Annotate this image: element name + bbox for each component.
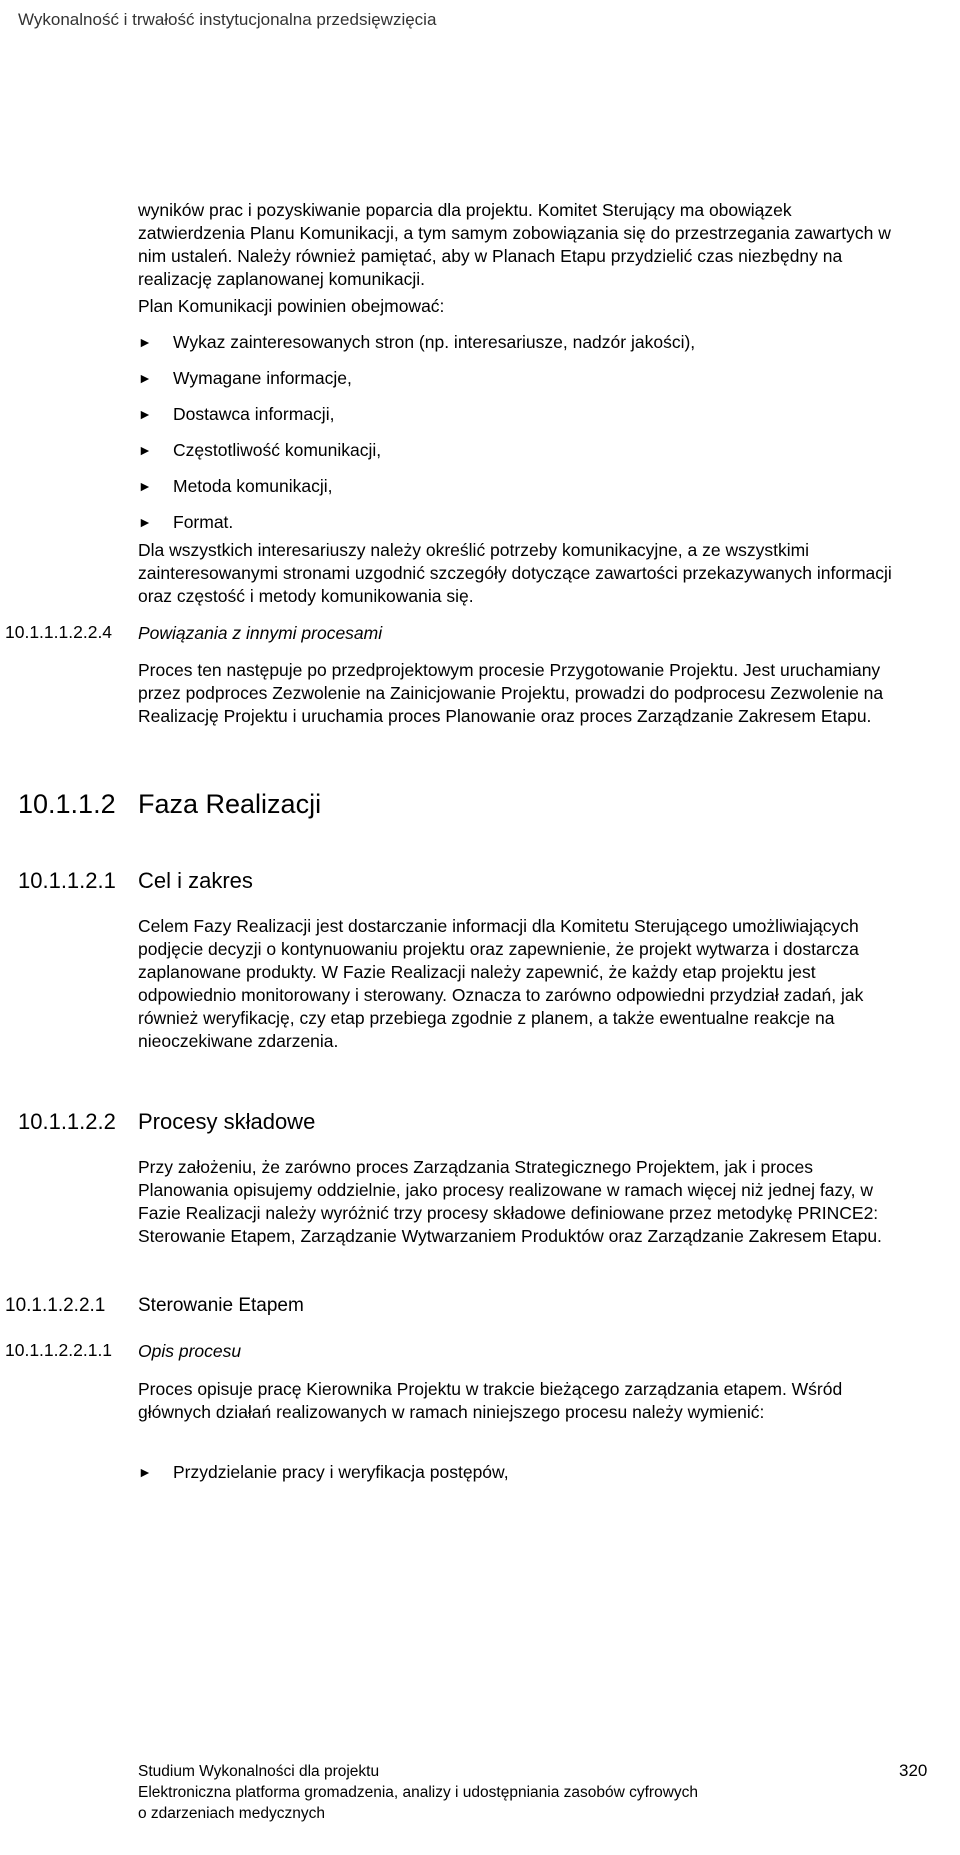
page-footer: [138, 1761, 698, 1824]
section-title: Procesy składowe: [138, 1109, 316, 1134]
paragraph-plan: Plan Komunikacji powinien obejmować:: [138, 296, 445, 316]
section-number: 10.1.1.2.2: [18, 1109, 116, 1134]
section-title: Opis procesu: [138, 1341, 242, 1361]
footer-line: Elektroniczna platforma gromadzenia, analizy i udostępniania zasobów cyfrowych: [138, 1784, 699, 1801]
paragraph-process-description: Proces opisuje pracę Kierownika Projektu w trakcie bieżącego zarządzania etapem. Wśród głównych działań realizowanych w ramach niniejszego procesu należy wymienić:: [138, 1379, 843, 1422]
running-header: Wykonalność i trwałość instytucjonalna przedsięwzięcia: [18, 10, 437, 29]
triangle-bullet-icon: ►: [138, 478, 152, 494]
footer-line: Studium Wykonalności dla projektu: [138, 1763, 380, 1780]
triangle-bullet-icon: ►: [138, 370, 152, 386]
section-title: Sterowanie Etapem: [138, 1295, 304, 1316]
section-heading-processes: [0, 1109, 960, 1137]
list-item: ► Częstotliwość komunikacji,: [138, 439, 898, 475]
triangle-bullet-icon: ►: [138, 1464, 152, 1480]
paragraph-processes: Przy założeniu, że zarówno proces Zarządzania Strategicznego Projektem, jak i proces Planowania opisujemy oddzielnie, jako procesy realizowane w ramach więcej niż jednej fazy, w Fazie Realizacji należy wyróżnić trzy procesy składowe definiowane przez metodykę PRINCE2: Sterowanie Etapem, Zarządzanie Wytwarzaniem Produktów oraz Zarządzanie Zakresem Etapu.: [138, 1157, 882, 1246]
list-item: ► Przydzielanie pracy i weryfikacja postępów,: [138, 1462, 509, 1482]
section-heading-goal: [0, 868, 960, 896]
section-number: 10.1.1.2: [18, 789, 116, 819]
section-heading-stage-control: [0, 1295, 960, 1321]
section-number: 10.1.1.2.2.1: [5, 1295, 106, 1316]
list-item: ► Dostawca informacji,: [138, 403, 898, 439]
section-heading-process-description: [0, 1340, 960, 1364]
process-bullet-list: [138, 1461, 898, 1484]
section-title: Cel i zakres: [138, 868, 253, 893]
section-number: 10.1.1.2.1: [18, 868, 116, 893]
footer-line: o zdarzeniach medycznych: [138, 1805, 325, 1822]
paragraph-communication-needs: Dla wszystkich interesariuszy należy określić potrzeby komunikacyjne, a ze wszystkimi zainteresowanymi stronami uzgodnić szczegóły dotyczące zawartości przekazywanych informacji oraz częstość i metody komunikowania się.: [138, 540, 892, 606]
triangle-bullet-icon: ►: [138, 442, 152, 458]
triangle-bullet-icon: ►: [138, 334, 152, 350]
triangle-bullet-icon: ►: [138, 514, 152, 530]
list-item: ► Wykaz zainteresowanych stron (np. interesariusze, nadzór jakości),: [138, 331, 898, 367]
paragraph-goal: Celem Fazy Realizacji jest dostarczanie informacji dla Komitetu Sterującego umożliwiających podjęcie decyzji o kontynuowaniu projektu oraz zapewnienie, że projekt wytwarza i dostarcza zaplanowane produkty. W Fazie Realizacji należy zapewnić, że każdy etap projektu jest odpowiednio monitorowany i sterowany. Oznacza to zarówno odpowiedni przydział zadań, jak również weryfikację, czy etap przebiega zgodnie z planem, a także ewentualne reakcje na nieoczekiwane zdarzenia.: [138, 916, 864, 1051]
page-number: 320: [899, 1761, 928, 1780]
plan-bullet-list: [138, 331, 898, 547]
paragraph-intro: wyników prac i pozyskiwanie poparcia dla projektu. Komitet Sterujący ma obowiązek zatwierdzenia Planu Komunikacji, a tym samym zobowiązania się do przestrzegania zawartych w nim ustaleń. Należy również pamiętać, aby w Planach Etapu przydzielić czas niezbędny na realizację zaplanowanej komunikacji.: [138, 200, 891, 289]
list-item: ► Format.: [138, 511, 898, 547]
section-heading-realization: [0, 789, 960, 823]
paragraph-links: Proces ten następuje po przedprojektowym procesie Przygotowanie Projektu. Jest uruchamiany przez podproces Zezwolenie na Zainicjowanie Projektu, prowadzi do podprocesu Zezwolenie na Realizację Projektu i uruchamia proces Planowanie oraz proces Zarządzanie Zakresem Etapu.: [138, 660, 884, 726]
section-title: Faza Realizacji: [138, 789, 322, 819]
list-item: ► Metoda komunikacji,: [138, 475, 898, 511]
section-heading-links: [0, 622, 960, 646]
triangle-bullet-icon: ►: [138, 406, 152, 422]
list-item: ► Wymagane informacje,: [138, 367, 898, 403]
section-number: 10.1.1.1.2.2.4: [5, 622, 113, 642]
section-number: 10.1.1.2.2.1.1: [5, 1340, 113, 1360]
section-title: Powiązania z innymi procesami: [138, 623, 383, 643]
